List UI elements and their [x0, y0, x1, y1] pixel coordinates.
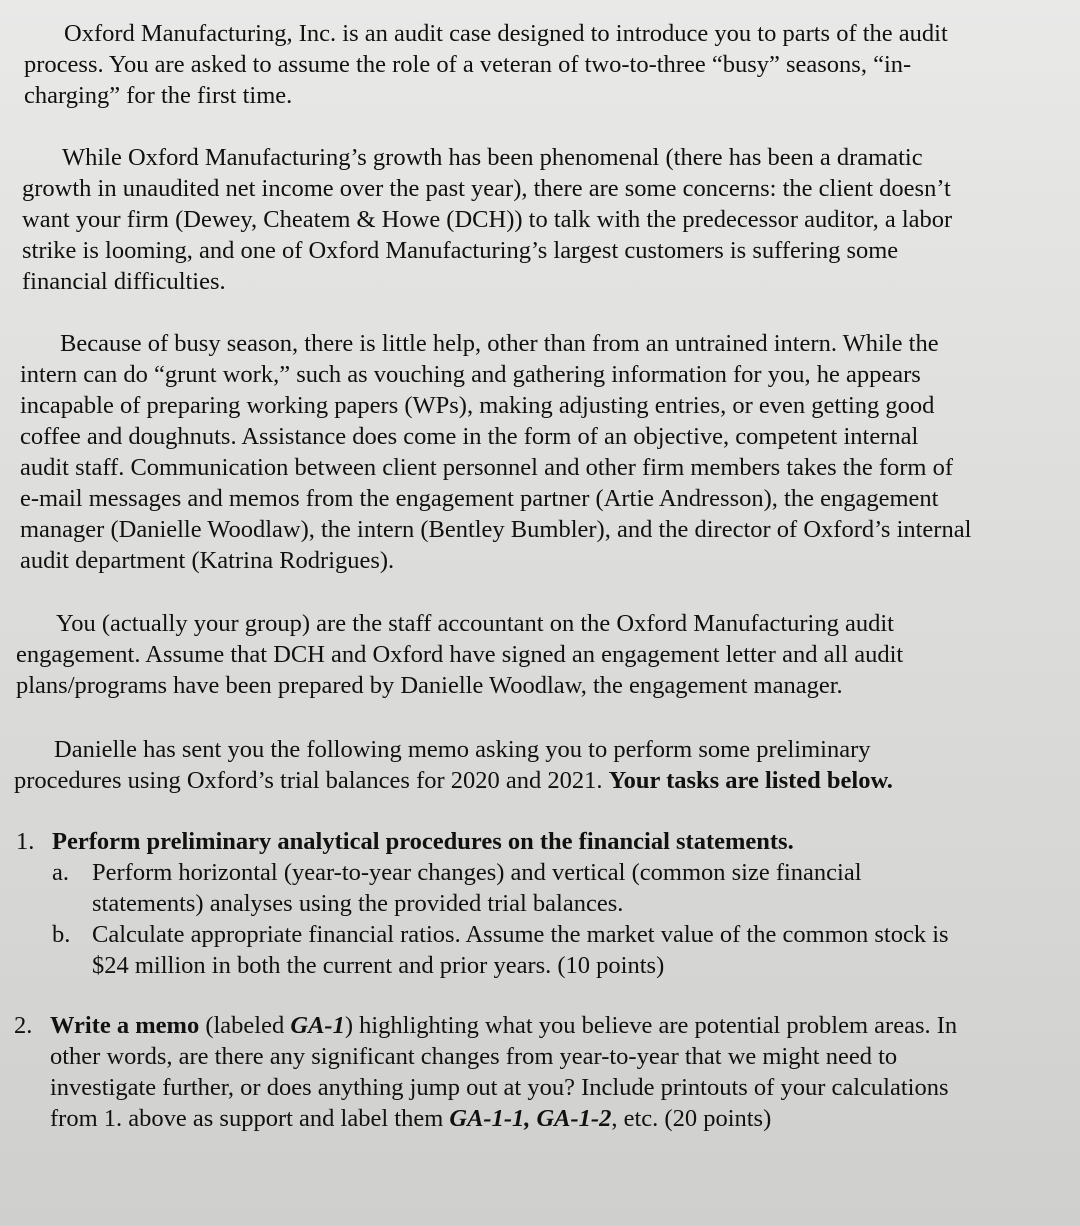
subtask-letter: b. [52, 921, 71, 948]
task-1a [16, 857, 949, 888]
text-line: e-mail messages and memos from the engagement partner (Artie Andresson), the engagement [20, 485, 939, 512]
text-line: plans/programs have been prepared by Danielle Woodlaw, the engagement manager. [16, 672, 843, 699]
text-fragment: ) highlighting what you believe are potential problem areas. In [344, 1012, 958, 1039]
text-fragment: from 1. above as support and label them [50, 1105, 450, 1132]
text-line: Because of busy season, there is little help, other than from an untrained intern. While the [60, 330, 939, 357]
text-line: engagement. Assume that DCH and Oxford have signed an engagement letter and all audit [16, 641, 904, 668]
text-line: Perform horizontal (year-to-year changes) and vertical (common size financial [92, 859, 862, 886]
text-fragment: , etc. (20 points) [611, 1105, 772, 1132]
text-line: other words, are there any significant changes from year-to-year that we might need to [50, 1043, 898, 1070]
task-number: 2. [14, 1012, 33, 1039]
busy-season-paragraph [20, 328, 971, 576]
text-line: Calculate appropriate financial ratios. Assume the market value of the common stock is [92, 921, 949, 948]
text-line: $24 million in both the current and prior years. (10 points) [92, 952, 665, 979]
text-line: While Oxford Manufacturing’s growth has been phenomenal (there has been a dramatic [62, 144, 923, 171]
task-2-heading: Write a memo [50, 1012, 200, 1039]
text-line: You (actually your group) are the staff accountant on the Oxford Manufacturing audit [56, 610, 894, 637]
text-line: audit department (Katrina Rodrigues). [20, 547, 395, 574]
staff-accountant-paragraph [16, 608, 903, 701]
tasks-heading: Your tasks are listed below. [608, 767, 893, 794]
text-line: Oxford Manufacturing, Inc. is an audit case designed to introduce you to parts of the audit [64, 20, 948, 47]
text-line: financial difficulties. [22, 268, 226, 295]
text-line: investigate further, or does anything jump out at you? Include printouts of your calculations [50, 1074, 949, 1101]
text-line: strike is looming, and one of Oxford Manufacturing’s largest customers is suffering some [22, 237, 899, 264]
text-line: coffee and doughnuts. Assistance does come in the form of an objective, competent internal [20, 423, 919, 450]
text-line: growth in unaudited net income over the past year), there are some concerns: the client doesn’t [22, 175, 951, 202]
text-line: statements) analyses using the provided trial balances. [92, 890, 624, 917]
task-2-first-line [14, 1010, 957, 1041]
memo-intro-paragraph [14, 734, 893, 796]
text-line: charging” for the first time. [24, 82, 293, 109]
text-fragment: (labeled [199, 1012, 291, 1039]
text-line: intern can do “grunt work,” such as vouching and gathering information for you, he appears [20, 361, 921, 388]
growth-concerns-paragraph [22, 142, 952, 297]
task-1 [16, 826, 949, 981]
task-number: 1. [16, 828, 35, 855]
text-line: audit staff. Communication between client personnel and other firm members takes the form of [20, 454, 953, 481]
text-line [14, 1103, 957, 1134]
printout-labels: GA-1-1, GA-1-2 [449, 1105, 612, 1132]
text-line: incapable of preparing working papers (WPs), making adjusting entries, or even getting good [20, 392, 935, 419]
memo-label: GA-1 [290, 1012, 345, 1039]
intro-paragraph [24, 18, 948, 111]
text-line: process. You are asked to assume the role of a veteran of two-to-three “busy” seasons, “in- [24, 51, 912, 78]
task-1-heading-line [16, 826, 949, 857]
task-1-heading: Perform preliminary analytical procedures on the financial statements. [52, 828, 794, 855]
text-line: Danielle has sent you the following memo asking you to perform some preliminary [54, 736, 871, 763]
subtask-letter: a. [52, 859, 69, 886]
task-2 [14, 1010, 957, 1134]
task-1b [16, 919, 949, 950]
text-line: want your firm (Dewey, Cheatem & Howe (DCH)) to talk with the predecessor auditor, a labor [22, 206, 953, 233]
text-line [14, 765, 893, 796]
text-fragment: procedures using Oxford’s trial balances for 2020 and 2021. [14, 767, 609, 794]
text-line: manager (Danielle Woodlaw), the intern (Bentley Bumbler), and the director of Oxford’s internal [20, 516, 972, 543]
